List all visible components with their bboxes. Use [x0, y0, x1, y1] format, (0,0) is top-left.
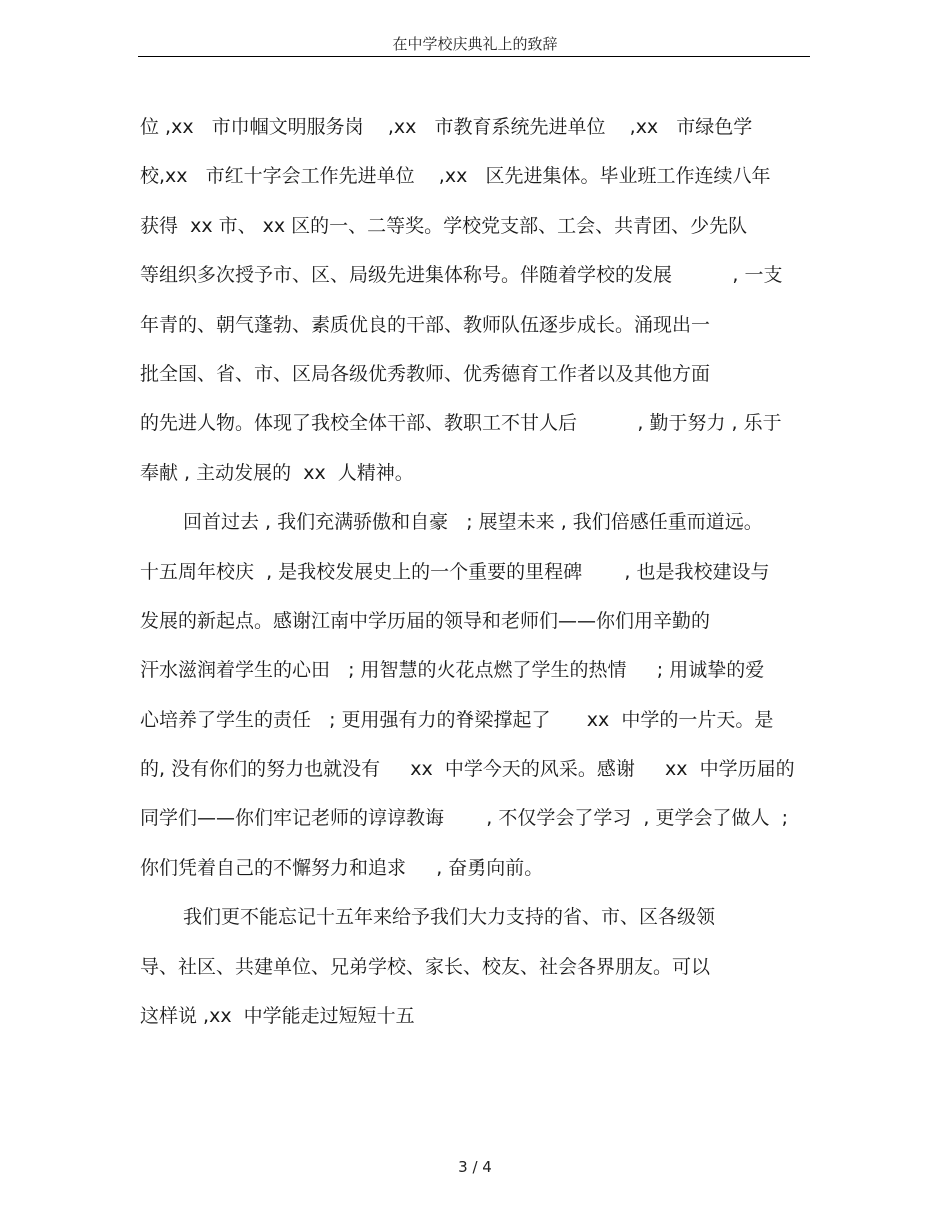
header-divider: [138, 56, 810, 57]
text-line: 位 ,xx 市巾帼文明服务岗 ,xx 市教育系统先进单位 ,xx 市绿色学: [140, 116, 753, 138]
text-line: 批全国、省、市、区局各级优秀教师、优秀德育工作者以及其他方面: [140, 362, 711, 385]
paragraph-start-line: 我们更不能忘记十五年来给予我们大力支持的省、市、区各级领: [183, 906, 716, 929]
document-body: [140, 103, 820, 1041]
text-line: 年青的、朝气蓬勃、素质优良的干部、教师队伍逐步成长。涌现出一: [140, 313, 711, 336]
text-line: 同学们——你们牢记老师的谆谆教诲 , 不仅学会了学习 , 更学会了做人 ;: [140, 807, 788, 830]
paragraph-start-line: 回首过去 , 我们充满骄傲和自豪 ; 展望未来 , 我们倍感任重而道远。: [183, 511, 763, 534]
text-line: 的, 没有你们的努力也就没有 xx 中学今天的风采。感谢 xx 中学历届的: [140, 758, 795, 781]
text-line: 奉献 , 主动发展的 xx 人精神。: [140, 461, 414, 484]
text-line: 这样说 ,xx 中学能走过短短十五: [140, 1005, 415, 1028]
text-line: 的先进人物。体现了我校全体干部、教职工不甘人后 , 勤于努力 , 乐于: [140, 412, 782, 435]
text-line: 校,xx 市红十字会工作先进单位 ,xx 区先进集体。毕业班工作连续八年: [140, 165, 771, 188]
text-line: 获得 xx 市、 xx 区的一、二等奖。学校党支部、工会、共青团、少先队: [140, 214, 748, 237]
text-line: 导、社区、共建单位、兄弟学校、家长、校友、社会各界朋友。可以: [140, 955, 711, 978]
text-line: 心培养了学生的责任 ; 更用强有力的脊梁撑起了 xx 中学的一片天。是: [140, 708, 774, 731]
page-number: 3 / 4: [458, 1158, 492, 1176]
text-line: 十五周年校庆 , 是我校发展史上的一个重要的里程碑 , 也是我校建设与: [140, 560, 770, 583]
text-line: 发展的新起点。感谢江南中学历届的领导和老师们——你们用辛勤的: [140, 609, 711, 632]
text-line: 你们凭着自己的不懈努力和追求 , 奋勇向前。: [140, 856, 544, 879]
text-line: 等组织多次授予市、区、局级先进集体称号。伴随着学校的发展 , 一支: [140, 264, 783, 287]
page-header-title: 在中学校庆典礼上的致辞: [392, 35, 558, 53]
text-line: 汗水滋润着学生的心田 ; 用智慧的火花点燃了学生的热情 ; 用诚挚的爱: [140, 659, 765, 682]
